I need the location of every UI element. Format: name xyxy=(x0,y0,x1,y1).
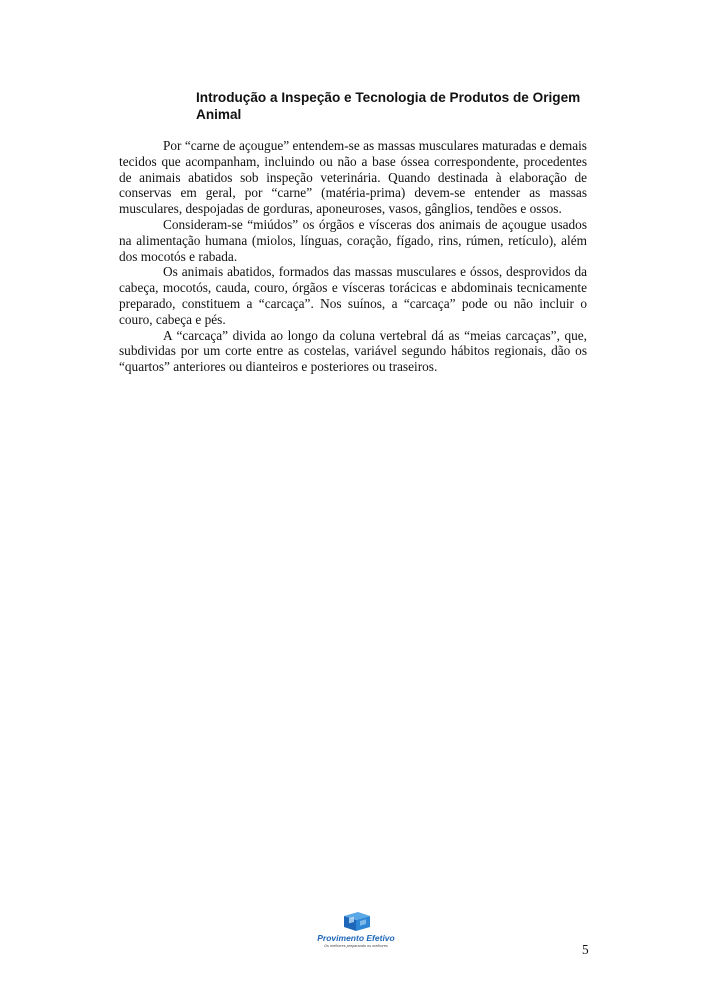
logo-name: Provimento Efetivo xyxy=(317,933,395,943)
paragraph-carcaca: Os animais abatidos, formados das massas musculares e óssos, desprovidos da cabeça, mocotós, cauda, couro, órgãos e vísceras torácicas e abdominais tecnicamente preparado, constituem a “carcaça”. Nos suínos, a “carcaça” pode ou não incluir o couro, cabeça e pés. xyxy=(119,264,587,327)
document-title: Introdução a Inspeção e Tecnologia de Produtos de Origem Animal xyxy=(196,90,581,122)
document-body xyxy=(119,138,587,375)
blue-cube-logo-icon xyxy=(340,910,372,932)
page-number: 5 xyxy=(582,942,589,957)
paragraph-carne-de-acougue: Por “carne de açougue” entendem-se as massas musculares maturadas e demais tecidos que acompanham, incluindo ou não a base óssea correspondente, procedentes de animais abatidos sob inspeção veterinária. Quando destinada à elaboração de conservas em geral, por “carne” (matéria-prima) devem-se entender as massas musculares, despojadas de gorduras, aponeuroses, vasos, gânglios, tendões e ossos. xyxy=(119,138,587,217)
footer-logo xyxy=(306,910,406,956)
paragraph-miudos: Consideram-se “miúdos” os órgãos e vísceras dos animais de açougue usados na alimentação humana (miolos, línguas, coração, fígado, rins, rúmen, retículo), além dos mocotós e rabada. xyxy=(119,216,587,264)
logo-tagline: Os melhores preparando os melhores xyxy=(324,944,388,948)
paragraph-meias-carcacas: A “carcaça” divida ao longo da coluna vertebral dá as “meias carcaças”, que, subdividas por um corte entre as costelas, variável segundo hábitos regionais, dão os “quartos” anteriores ou dianteiros e posteriores ou traseiros. xyxy=(119,327,587,375)
